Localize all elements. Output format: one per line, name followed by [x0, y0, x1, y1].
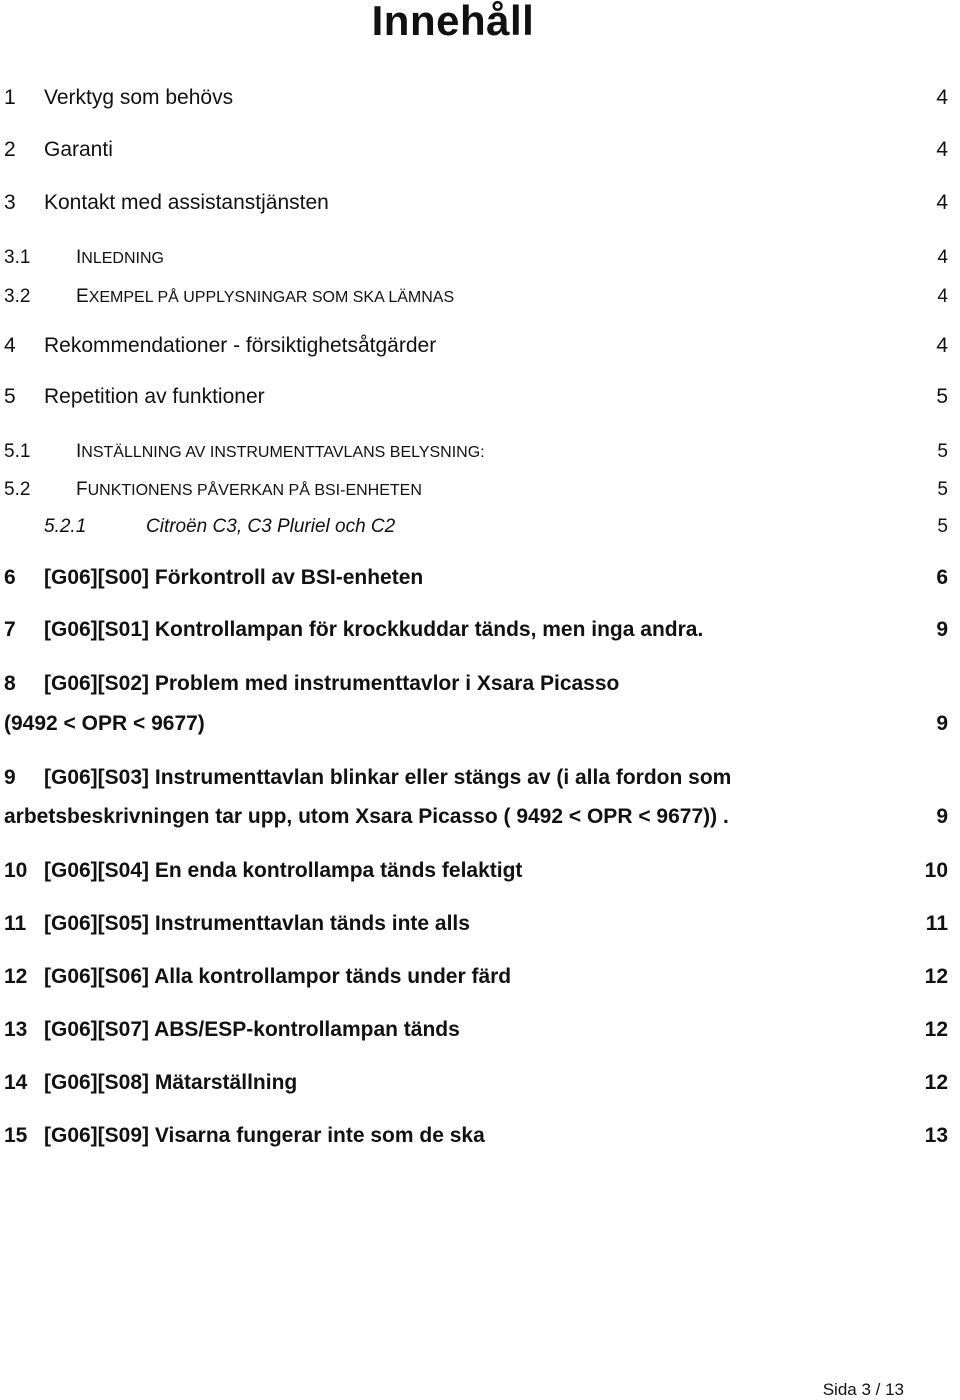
page-footer: Sida 3 / 13 — [822, 1380, 904, 1399]
toc-text: Rekommendationer - försiktighetsåtgärder — [44, 334, 437, 357]
toc-page: 5 — [937, 479, 948, 500]
toc-text: [G06][S03] Instrumenttavlan blinkar eller stängs av (i alla fordon som — [44, 766, 732, 789]
toc-number: 12 — [4, 965, 28, 988]
toc-text: [G06][S08] Mätarställning — [44, 1071, 298, 1094]
toc-entry[interactable] — [0, 613, 960, 647]
toc-text: Repetition av funktioner — [44, 385, 265, 408]
toc-text: FUNKTIONENS PÅVERKAN PÅ BSI-ENHETEN — [76, 479, 422, 500]
toc-text: [G06][S00] Förkontroll av BSI-enheten — [44, 566, 424, 589]
toc-page: 4 — [936, 86, 948, 109]
toc-page: 4 — [937, 286, 948, 307]
toc-entry[interactable] — [0, 960, 960, 994]
toc-number: 6 — [4, 566, 16, 589]
toc-page: 4 — [936, 334, 948, 357]
toc-page: 6 — [936, 566, 948, 589]
toc-number: 14 — [4, 1071, 28, 1094]
toc-text: EXEMPEL PÅ UPPLYSNINGAR SOM SKA LÄMNAS — [76, 286, 455, 307]
toc-entry[interactable] — [0, 907, 960, 941]
toc-entry[interactable] — [0, 241, 960, 275]
toc-text: [G06][S02] Problem med instrumenttavlor i Xsara Picasso — [44, 672, 620, 695]
toc-page: 5 — [937, 441, 948, 462]
toc-number: 10 — [4, 859, 28, 882]
toc-number: 1 — [4, 86, 16, 109]
toc-entry[interactable] — [0, 81, 960, 115]
toc-text-continuation: arbetsbeskrivningen tar upp, utom Xsara Picasso ( 9492 < OPR < 9677)) . — [4, 805, 729, 828]
toc-entry-continuation[interactable] — [0, 707, 960, 741]
toc-entry[interactable] — [0, 510, 960, 544]
toc-number: 8 — [4, 672, 16, 695]
toc-entry[interactable] — [0, 473, 960, 507]
toc-text: [G06][S05] Instrumenttavlan tänds inte alls — [44, 912, 470, 935]
toc-entry[interactable] — [0, 761, 960, 795]
toc-entry[interactable] — [0, 1013, 960, 1047]
toc-entry[interactable] — [0, 667, 960, 701]
page-title: Innehåll — [371, 0, 535, 44]
toc-text: [G06][S01] Kontrollampan för krockkuddar tänds, men inga andra. — [44, 618, 704, 641]
toc-number: 13 — [4, 1018, 28, 1041]
toc-number: 3.1 — [4, 247, 31, 268]
toc-text: [G06][S09] Visarna fungerar inte som de ska — [44, 1124, 485, 1147]
toc-entry[interactable] — [0, 329, 960, 363]
toc-entry[interactable] — [0, 380, 960, 414]
toc-page: 11 — [925, 912, 948, 935]
toc-text: [G06][S07] ABS/ESP-kontrollampan tänds — [44, 1018, 460, 1041]
toc-number: 2 — [4, 138, 16, 161]
toc-text: [G06][S06] Alla kontrollampor tänds under färd — [44, 965, 512, 988]
toc-number: 5 — [4, 385, 16, 408]
toc-text: Kontakt med assistanstjänsten — [44, 191, 329, 214]
toc-number: 15 — [4, 1124, 28, 1147]
toc-text: Verktyg som behövs — [44, 86, 234, 109]
toc-number: 3.2 — [4, 286, 31, 307]
toc-page: 12 — [924, 965, 948, 988]
toc-page: 4 — [937, 247, 948, 268]
toc-entry[interactable] — [0, 186, 960, 220]
toc-page: 9 — [936, 805, 948, 828]
toc-page: 13 — [924, 1124, 948, 1147]
toc-number: 11 — [4, 912, 27, 935]
toc-page: 9 — [936, 618, 948, 641]
toc-page: 12 — [924, 1018, 948, 1041]
toc-number: 4 — [4, 334, 16, 357]
toc-entry[interactable] — [0, 280, 960, 314]
toc-page: 4 — [936, 191, 948, 214]
toc-text: INLEDNING — [76, 247, 164, 268]
toc-page: 5 — [936, 385, 948, 408]
toc-page: 4 — [936, 138, 948, 161]
toc-entry[interactable] — [0, 854, 960, 888]
toc-number: 3 — [4, 191, 16, 214]
toc-text-continuation: (9492 < OPR < 9677) — [4, 712, 205, 735]
toc-text: INSTÄLLNING AV INSTRUMENTTAVLANS BELYSNING: — [76, 441, 485, 462]
toc-page: 9 — [936, 712, 948, 735]
toc-page: 5 — [937, 516, 948, 537]
toc-entry-continuation[interactable] — [0, 800, 960, 834]
toc-number: 5.1 — [4, 441, 31, 462]
toc-text: Citroën C3, C3 Pluriel och C2 — [146, 516, 396, 537]
toc-text: [G06][S04] En enda kontrollampa tänds felaktigt — [44, 859, 523, 882]
toc-page: 12 — [924, 1071, 948, 1094]
toc-entry[interactable] — [0, 1066, 960, 1100]
toc-entry[interactable] — [0, 133, 960, 167]
toc-page: 10 — [924, 859, 948, 882]
toc-number: 5.2.1 — [44, 516, 87, 537]
toc-entry[interactable] — [0, 435, 960, 469]
toc-entry[interactable] — [0, 1119, 960, 1153]
toc-entry[interactable] — [0, 561, 960, 595]
toc-number: 7 — [4, 618, 16, 641]
toc-text: Garanti — [44, 138, 113, 161]
toc-number: 5.2 — [4, 479, 31, 500]
toc-number: 9 — [4, 766, 16, 789]
